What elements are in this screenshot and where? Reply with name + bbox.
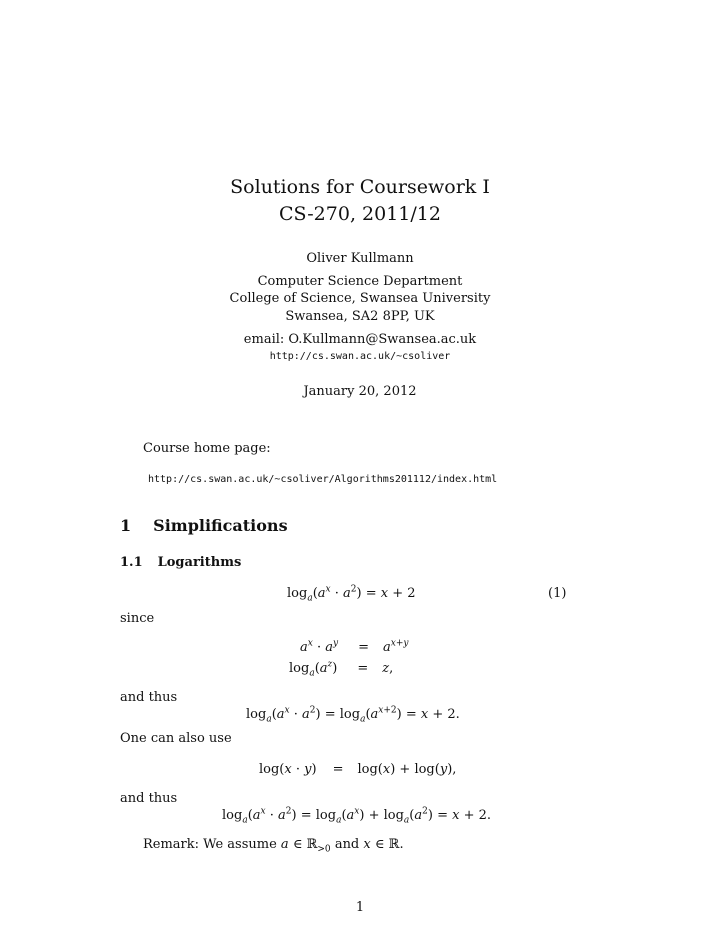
section-heading <box>120 516 288 535</box>
section-title: Simplifications <box>153 516 288 535</box>
remark-prefix: Remark: We assume <box>143 837 277 852</box>
eq-log-identity: $\log_a(a^z) = z$, <box>289 659 394 679</box>
eq-derivation-1: $\log_a(a^x \cdot a^2) = \log_a(a^{x+2}) = x + 2$. <box>246 705 460 725</box>
eq-derivation-2: $\log_a(a^x \cdot a^2) = \log_a(a^x) + \log_a(a^2) = x + 2$. <box>222 806 491 826</box>
text-and-thus-2: and thus <box>120 791 178 806</box>
affiliation-college: College of Science, Swansea University <box>229 291 491 306</box>
equation-1: $\log_a(a^x \cdot a^2) = x + 2$ <box>287 584 416 604</box>
text-and-thus-1: and thus <box>120 690 178 705</box>
section-number: 1 <box>120 516 132 535</box>
affiliation-address: Swansea, SA2 8PP, UK <box>285 309 435 324</box>
title-line-2: CS-270, 2011/12 <box>279 203 441 225</box>
subsection-heading <box>120 555 241 570</box>
course-homepage-url[interactable]: http://cs.swan.ac.uk/~csoliver/Algorithms201112/index.html <box>148 474 498 485</box>
author-email: email: O.Kullmann@Swansea.ac.uk <box>243 332 477 347</box>
affiliation-department: Computer Science Department <box>257 274 463 289</box>
document-date: January 20, 2012 <box>303 384 417 399</box>
remark: Remark: We assume a ∈ ℝ$_{>0}$ and x ∈ ℝ. <box>143 837 404 855</box>
eq-log-product: log(x · y) = log(x) + log(y), <box>259 762 457 777</box>
eq-product-rule: $a^x \cdot a^y = a^{x+y}$ <box>300 638 409 655</box>
text-since: since <box>120 611 155 626</box>
page-number: 1 <box>355 900 365 915</box>
subsection-number: 1.1 <box>120 555 143 570</box>
subsection-title: Logarithms <box>157 555 242 570</box>
title-line-1: Solutions for Coursework I <box>230 176 490 198</box>
equation-1-number: (1) <box>548 586 567 601</box>
remark-and: and <box>334 837 360 852</box>
text-one-can-also-use: One can also use <box>120 731 232 746</box>
course-homepage-label: Course home page: <box>143 441 271 456</box>
author-name: Oliver Kullmann <box>306 251 414 266</box>
author-url[interactable]: http://cs.swan.ac.uk/~csoliver <box>269 351 451 362</box>
